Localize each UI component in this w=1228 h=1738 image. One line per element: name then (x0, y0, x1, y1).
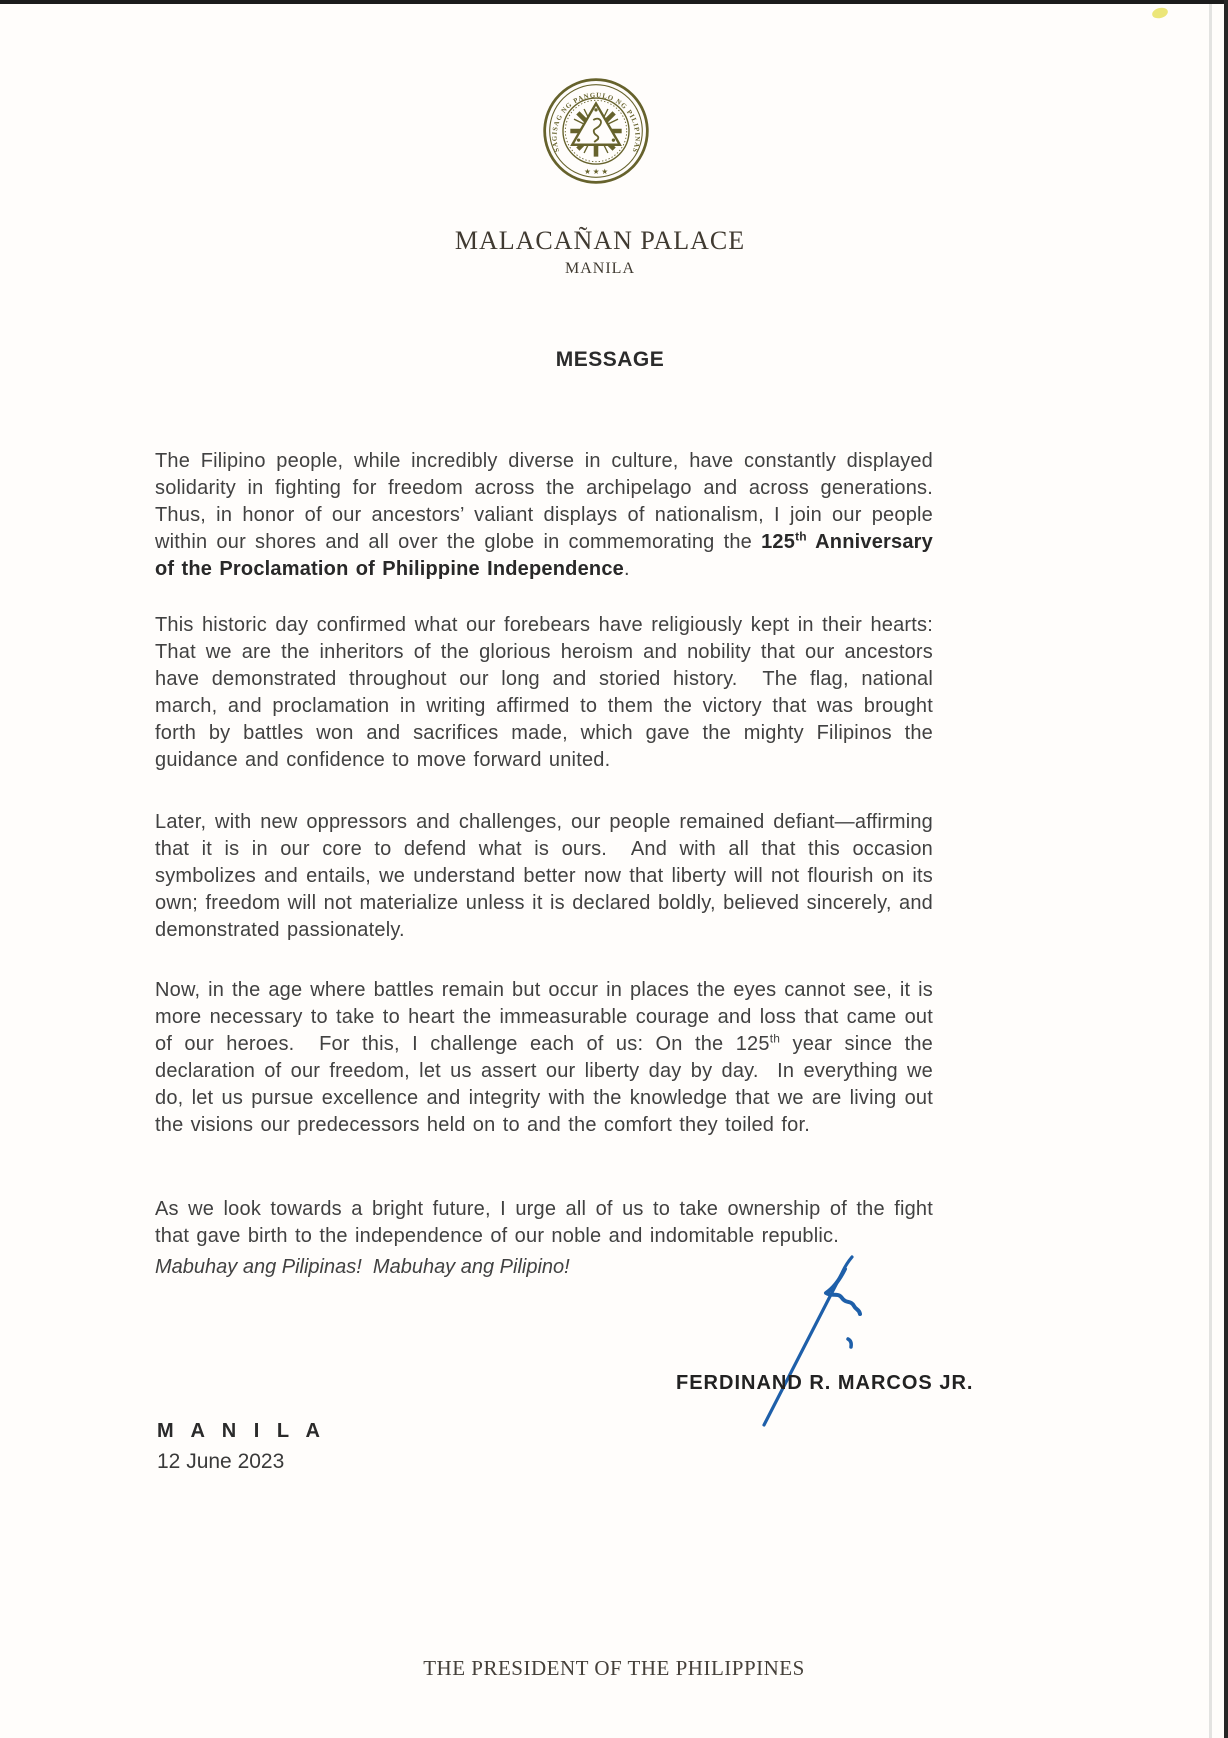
body-paragraph-3: Later, with new oppressors and challenges, our people remained defiant—affirming that it is in our core to defend what is ours. And with all that this occasion symbolizes and entails, we understand better now that liberty will not flourish on its own; freedom will not materialize unless it is declared boldly, believed sincerely, and demonstrated passionately. (155, 811, 941, 941)
closing-salutation: Mabuhay ang Pilipinas! Mabuhay ang Pilipino! (155, 1256, 570, 1278)
footer-title: THE PRESIDENT OF THE PHILIPPINES (423, 1656, 805, 1680)
signature-icon (742, 1243, 877, 1438)
seal-stars: ★ ★ ★ (584, 167, 608, 177)
presidential-seal-icon (541, 76, 651, 186)
letterhead-city: MANILA (565, 260, 635, 277)
body-paragraph-5: As we look towards a bright future, I urge all of us to take ownership of the fight that gave birth to the independence of our noble and indomitable republic. (155, 1198, 941, 1247)
scan-edge-right (1224, 0, 1228, 1738)
body-paragraph-2: This historic day confirmed what our forebears have religiously kept in their hearts: That we are the inheritors of the glorious heroism and nobility that our ancestors have demonstrated throughout our long and storied history. The flag, national march, and proclamation in writing affirmed to them the victory that was brought forth by battles won and sacrifices made, which gave the mighty Filipinos the guidance and confidence to move forward united. (155, 614, 941, 771)
closing-place: M A N I L A (157, 1420, 326, 1442)
message-title: MESSAGE (555, 348, 665, 371)
scan-edge-faint-line (1209, 4, 1212, 1738)
body-paragraph-4: Now, in the age where battles remain but occur in places the eyes cannot see, it is more necessary to take to heart the immeasurable courage and loss that came out of our heroes. For this, I challenge each of us: On the 125th year since the declaration of our freedom, let us assert our liberty day by day. In everything we do, let us pursue excellence and integrity with the knowledge that we are living out the visions our predecessors held on to and the comfort they toiled for. (155, 979, 941, 1136)
scan-edge-top (0, 0, 1228, 4)
signatory-name: FERDINAND R. MARCOS JR. (676, 1372, 974, 1394)
palace-name: MALACAÑAN PALACE (454, 226, 746, 255)
highlight-speck (1151, 6, 1169, 20)
seal-ring-text: SAGISAG NG PANGULO NG PILIPINAS (551, 92, 641, 154)
closing-date: 12 June 2023 (157, 1450, 285, 1473)
body-paragraph-1: The Filipino people, while incredibly diverse in culture, have constantly displayed solidarity in fighting for freedom across the archipelago and across generations. Thus, in honor of our ancestors’ valiant displays of nationalism, I join our people within our shores and all over the globe in commemorating the 125th Anniversary of the Proclamation of Philippine Independence. (155, 450, 948, 580)
